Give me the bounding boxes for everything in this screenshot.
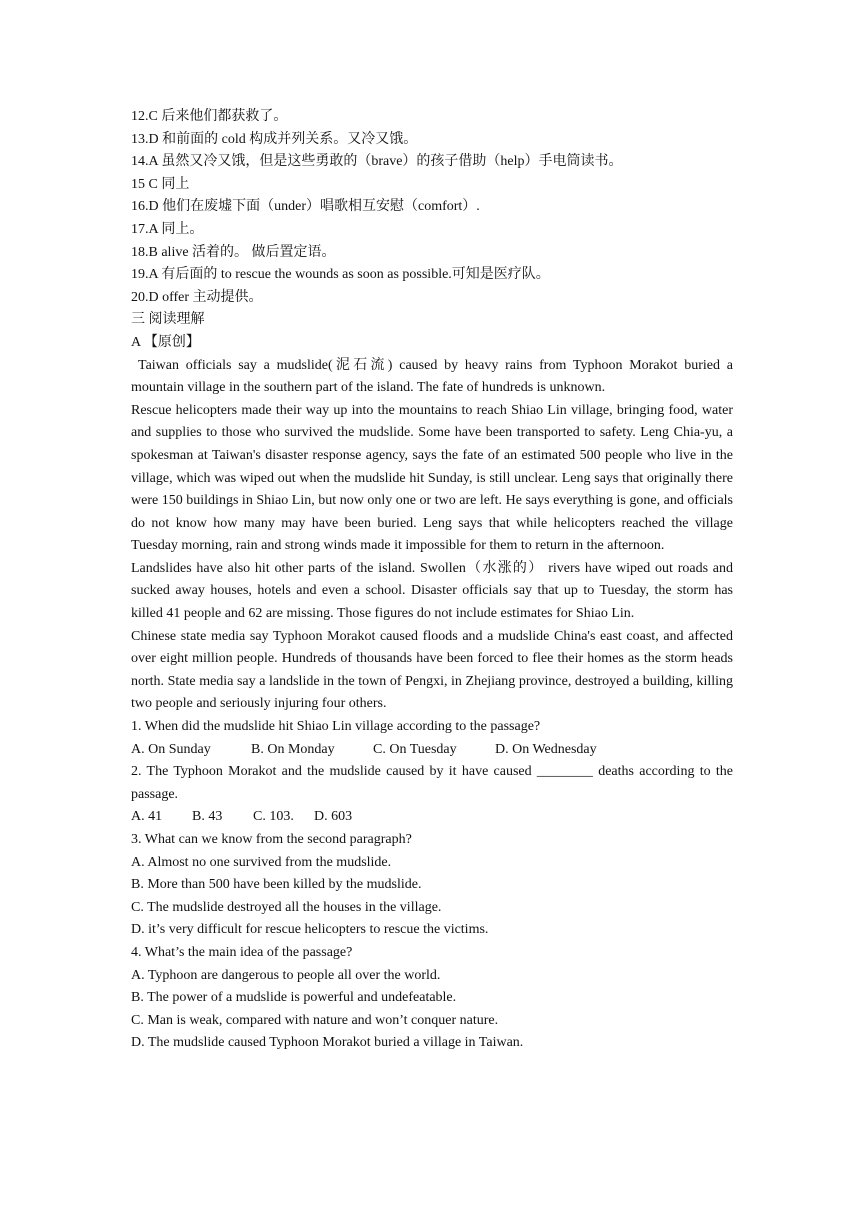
option-b: B. The power of a mudslide is powerful and undefeatable.: [131, 990, 457, 1006]
reading-passage: [131, 355, 733, 717]
question-3: [131, 829, 733, 942]
passage-paragraph: Chinese state media say Typhoon Morakot caused floods and a mudslide China's east coast, and affected over eight million people. Hundreds of thousands have been forced to flee their homes as the storm heads north. State media say a landslide in the town of Pengxi, in Zhejiang province, destroyed a building, killing two people and seriously injuring four others.: [131, 628, 733, 712]
option-b: B. More than 500 have been killed by the mudslide.: [131, 877, 422, 893]
option-d: D. 603: [314, 809, 353, 825]
answer-line: 13.D 和前面的 cold 构成并列关系。又冷又饿。: [131, 131, 418, 147]
answer-line: 19.A 有后面的 to rescue the wounds as soon as possible.可知是医疗队。: [131, 267, 550, 283]
answer-line: 12.C 后来他们都获救了。: [131, 109, 288, 124]
passage-paragraph: Landslides have also hit other parts of the island. Swollen（水涨的） rivers have wiped out roads and sucked away houses, hotels and even a school. Disaster officials say that up to Tuesday, the storm has killed 41 people and 62 are missing. Those figures do not include estimates for Shiao Lin.: [131, 560, 733, 622]
question-2: [131, 761, 733, 829]
answer-key: [131, 106, 733, 309]
answer-line: 18.B alive 活着的。 做后置定语。: [131, 244, 336, 260]
answer-line: 14.A 虽然又冷又饿，但是这些勇敢的（brave）的孩子借助（help）手电筒读书。: [131, 154, 623, 170]
document-page: [131, 106, 733, 1055]
option-a: A. Almost no one survived from the mudslide.: [131, 854, 392, 870]
answer-line: 16.D 他们在废墟下面（under）唱歌相互安慰（comfort）.: [131, 199, 480, 215]
question-1: [131, 716, 733, 761]
question-stem: 2. The Typhoon Morakot and the mudslide caused by it have caused ________ deaths according to the passage.: [131, 764, 733, 802]
answer-line: 17.A 同上。: [131, 221, 204, 237]
option-a: A. Typhoon are dangerous to people all over the world.: [131, 967, 441, 983]
option-b: B. 43: [192, 809, 223, 825]
section-title: 三 阅读理解: [131, 312, 205, 328]
question-stem: 1. When did the mudslide hit Shiao Lin village according to the passage?: [131, 719, 541, 735]
answer-line: 20.D offer 主动提供。: [131, 289, 263, 305]
question-4: [131, 942, 733, 1055]
option-d: D. On Wednesday: [495, 741, 597, 757]
passage-label: A 【原创】: [131, 334, 200, 350]
answer-line: 15 C 同上: [131, 176, 190, 192]
option-a: A. On Sunday: [131, 741, 211, 757]
passage-paragraph: Taiwan officials say a mudslide(泥石流) caused by heavy rains from Typhoon Morakot buried a mountain village in the southern part of the island. The fate of hundreds is unknown.: [131, 357, 733, 396]
option-d: D. The mudslide caused Typhoon Morakot buried a village in Taiwan.: [131, 1035, 524, 1051]
question-stem: 4. What’s the main idea of the passage?: [131, 944, 353, 960]
option-c: C. On Tuesday: [373, 741, 457, 757]
question-options: [131, 806, 733, 829]
option-b: B. On Monday: [251, 741, 335, 757]
option-c: C. Man is weak, compared with nature and won’t conquer nature.: [131, 1012, 499, 1028]
option-d: D. it’s very difficult for rescue helicopters to rescue the victims.: [131, 922, 489, 938]
question-options: [131, 739, 733, 762]
option-a: A. 41: [131, 809, 163, 825]
question-stem: 3. What can we know from the second paragraph?: [131, 832, 412, 847]
option-c: C. The mudslide destroyed all the houses in the village.: [131, 899, 442, 915]
passage-paragraph: Rescue helicopters made their way up into the mountains to reach Shiao Lin village, bringing food, water and supplies to those who survived the mudslide. Some have been transported to safety. Leng Chia-yu, a spokesman at Taiwan's disaster response agency, says the fate of an estimated 500 people who live in the village, which was wiped out when the mudslide hit Sunday, is still unclear. Leng says that originally there were 150 buildings in Shiao Lin, but now only one or two are left. He says everything is gone, and officials do not know how many may have been buried. Leng says that while helicopters reached the village Tuesday morning, rain and strong winds made it impossible for them to return in the afternoon.: [131, 402, 733, 554]
option-c: C. 103.: [253, 809, 294, 825]
